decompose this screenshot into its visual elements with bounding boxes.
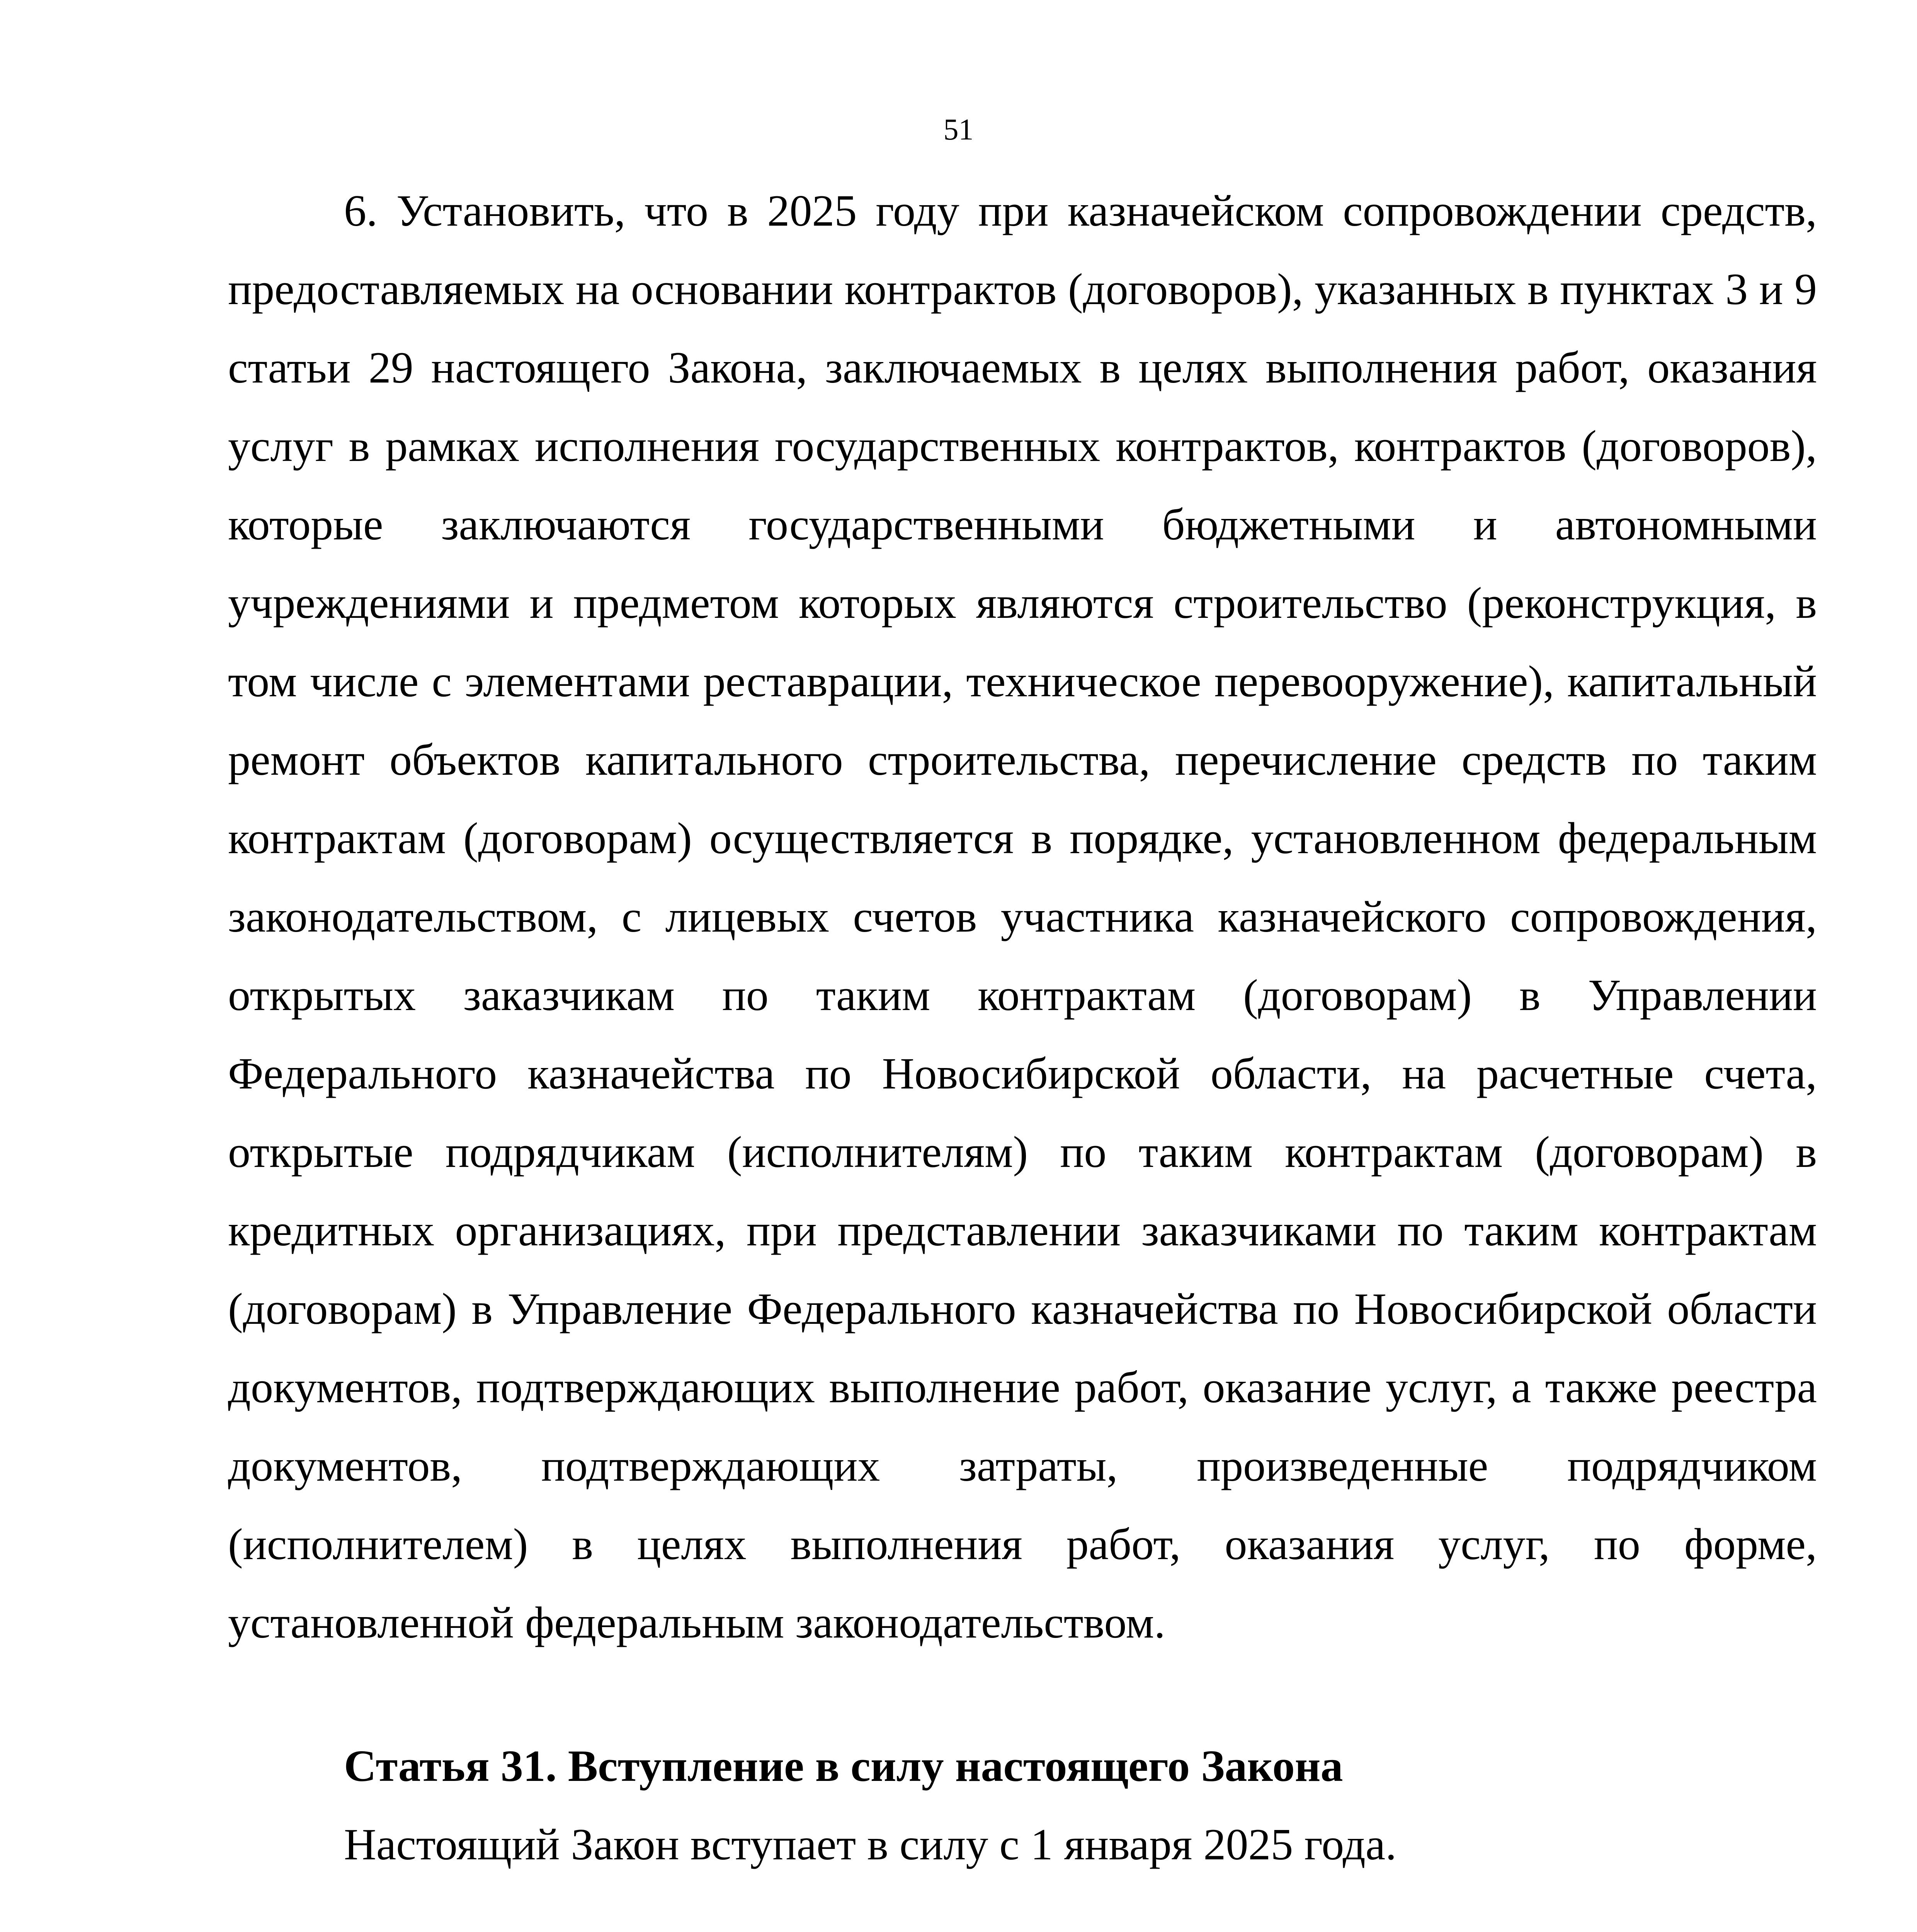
- paragraph-6: 6. Установить, что в 2025 году при казначейском сопровождении средств, предоставляемых на основании контрактов (договоров), указанных в пунктах 3 и 9 статьи 29 настоящего Закона, заключаемых в целях выполнения работ, оказания услуг в рамках исполнения государственных контрактов, контрактов (договоров), которые заключаются государственными бюджетными и автономными учреждениями и предметом которых являются строительство (реконструкция, в том числе с элементами реставрации, техническое перевооружение), капитальный ремонт объектов капитального строительства, перечисление средств по таким контрактам (договорам) осуществляется в порядке, установленном федеральным законодательством, с лицевых счетов участника казначейского сопровождения, открытых заказчикам по таким контрактам (договорам) в Управлении Федерального казначейства по Новосибирской области, на расчетные счета, открытые подрядчикам (исполнителям) по таким контрактам (договорам) в кредитных организациях, при представлении заказчиками по таким контрактам (договорам) в Управление Федерального казначейства по Новосибирской области документов, подтверждающих выполнение работ, оказание услуг, а также реестра документов, подтверждающих затраты, произведенные подрядчиком (исполнителем) в целях выполнения работ, оказания услуг, по форме, установленной федеральным законодательством.: [228, 186, 1817, 1648]
- article-31-text: Настоящий Закон вступает в силу с 1 января 2025 года.: [344, 1820, 1397, 1869]
- page-number: 51: [943, 112, 974, 146]
- article-31-heading: Статья 31. Вступление в силу настоящего Закона: [344, 1742, 1343, 1791]
